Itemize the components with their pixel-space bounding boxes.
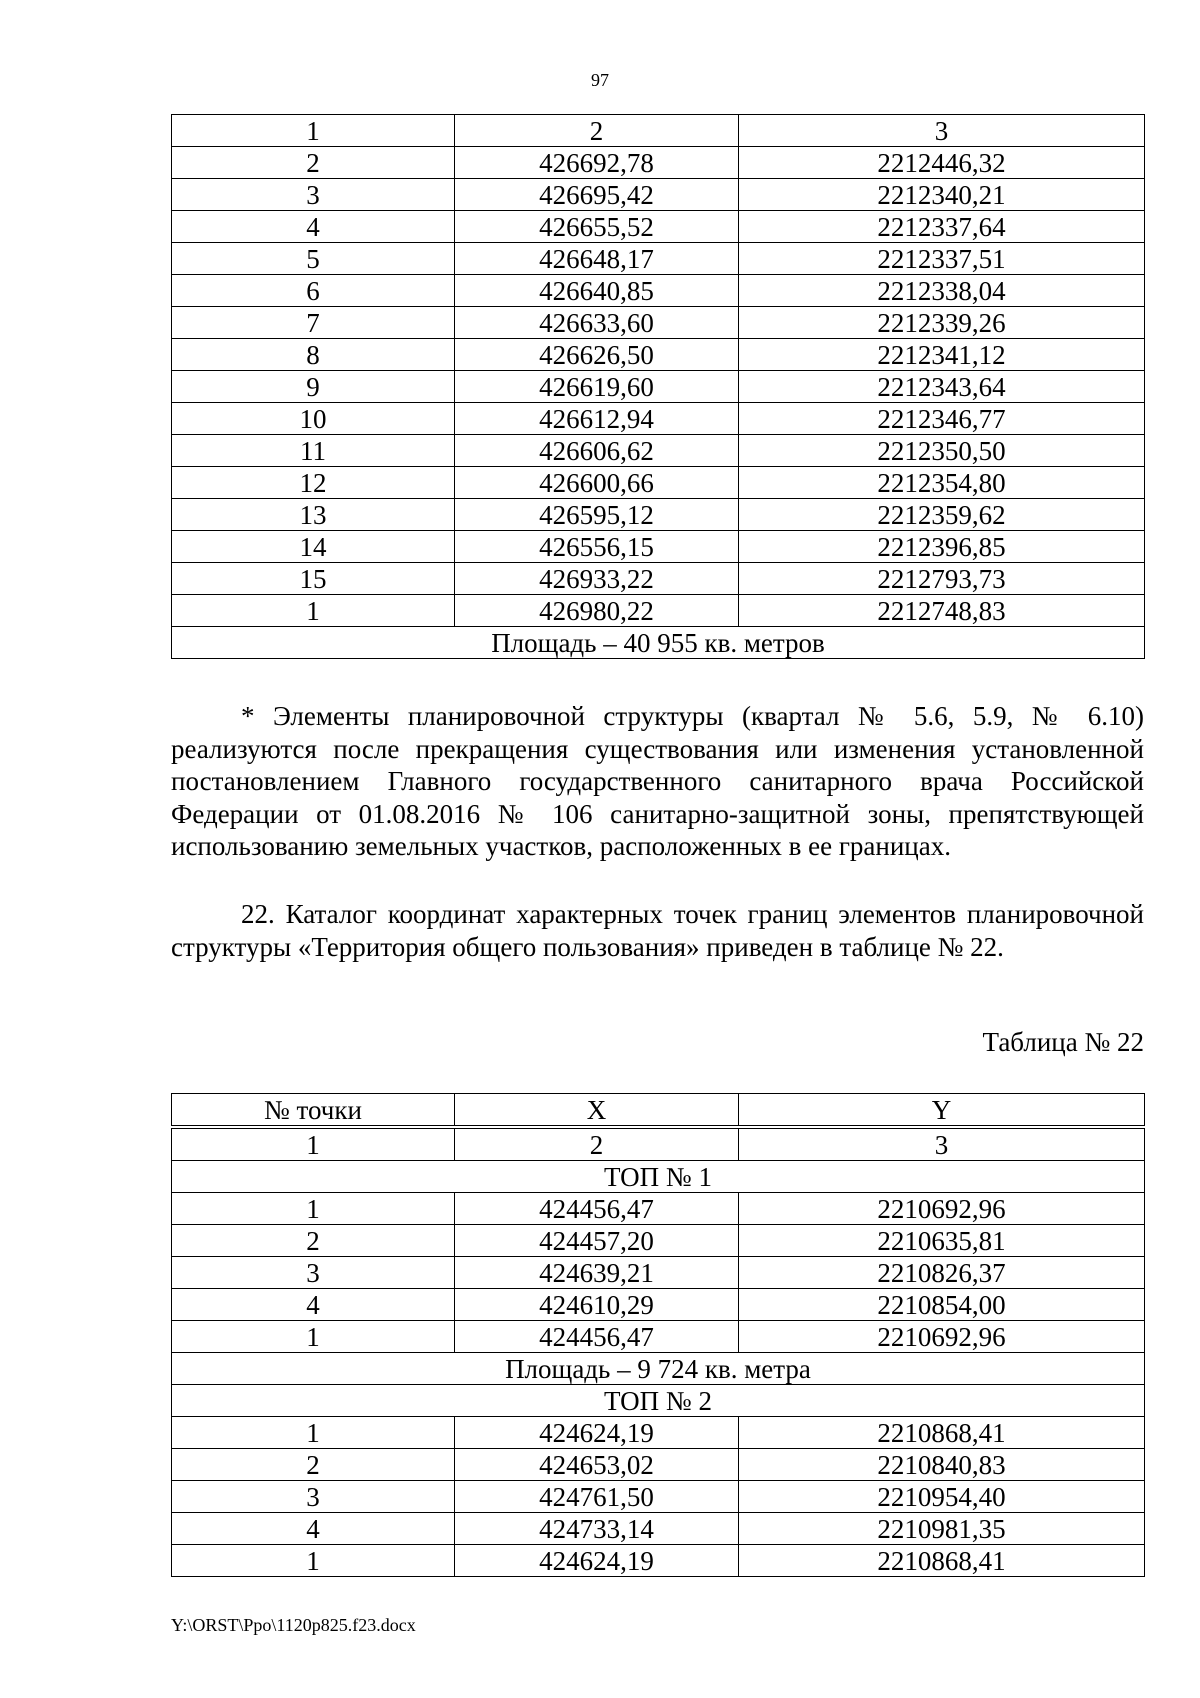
table-cell: 8 [172, 339, 455, 371]
table2-column-header-row [172, 1094, 1145, 1128]
table-cell: 426612,94 [455, 403, 739, 435]
note-text: * Элементы планировочной структуры (квартал № 5.6, 5.9, № 6.10) реализуются после прекращения существования или изменения установленной постановлением Главного государственного санитарного врача Российской Федерации от 01.08.2016 № 106 санитарно-защитной зоны, препятствующей использованию земельных участков, расположенных в ее границах. [171, 701, 1144, 861]
table-row [172, 595, 1145, 627]
table1-body [172, 115, 1145, 659]
table-row [172, 403, 1145, 435]
column-header-x: X [455, 1094, 739, 1128]
table-cell: 2210826,37 [739, 1257, 1145, 1289]
table-row [172, 1257, 1145, 1289]
table-cell: 2212337,64 [739, 211, 1145, 243]
table1-header-cell: 1 [172, 115, 455, 147]
table-cell: 2210692,96 [739, 1193, 1145, 1225]
table-cell: 4 [172, 211, 455, 243]
table-row [172, 1545, 1145, 1577]
table-cell: 426619,60 [455, 371, 739, 403]
table-cell: 2210868,41 [739, 1417, 1145, 1449]
table-cell: 7 [172, 307, 455, 339]
table-cell: 2210840,83 [739, 1449, 1145, 1481]
table-cell: 2212396,85 [739, 531, 1145, 563]
column-header-y: Y [739, 1094, 1145, 1128]
table-cell: 1 [172, 1193, 455, 1225]
table-row [172, 563, 1145, 595]
table-cell: 424624,19 [455, 1417, 739, 1449]
table-cell: 2212350,50 [739, 435, 1145, 467]
table-cell: 424653,02 [455, 1449, 739, 1481]
table-cell: 426640,85 [455, 275, 739, 307]
table-cell: 2212343,64 [739, 371, 1145, 403]
table-cell: 1 [172, 1417, 455, 1449]
page-number: 97 [591, 70, 609, 90]
table-cell: 2210981,35 [739, 1513, 1145, 1545]
table-cell: 2 [172, 1449, 455, 1481]
table-cell: 2212338,04 [739, 275, 1145, 307]
table-cell: 11 [172, 435, 455, 467]
table-cell: 426933,22 [455, 563, 739, 595]
table-cell: 3 [172, 1257, 455, 1289]
table-cell: 3 [172, 179, 455, 211]
table-cell: 426556,15 [455, 531, 739, 563]
table-cell: 1 [172, 1321, 455, 1353]
table-cell: 2210954,40 [739, 1481, 1145, 1513]
table-cell: 6 [172, 275, 455, 307]
table-cell: 4 [172, 1513, 455, 1545]
column-number: 2 [455, 1127, 739, 1161]
table-cell: 2 [172, 147, 455, 179]
column-number: 3 [739, 1127, 1145, 1161]
column-number: 1 [172, 1127, 455, 1161]
table-cell: 2210692,96 [739, 1321, 1145, 1353]
file-path-footer: Y:\ORST\Ppo\1120p825.f23.docx [171, 1615, 416, 1635]
table-row [172, 275, 1145, 307]
table-row [172, 1417, 1145, 1449]
table-cell: 426648,17 [455, 243, 739, 275]
table-cell: 2212359,62 [739, 499, 1145, 531]
item-22-text: 22. Каталог координат характерных точек границ элементов планировочной структуры «Территория общего пользования» приведен в таблице № 22. [171, 899, 1144, 962]
table-cell: 424639,21 [455, 1257, 739, 1289]
area-row-cell: Площадь – 40 955 кв. метров [172, 627, 1145, 659]
table-row [172, 435, 1145, 467]
table-cell: 2212346,77 [739, 403, 1145, 435]
table-cell: 12 [172, 467, 455, 499]
item-22-paragraph [171, 898, 1144, 963]
table-cell: 5 [172, 243, 455, 275]
table-cell: 2212748,83 [739, 595, 1145, 627]
table-cell: 424761,50 [455, 1481, 739, 1513]
table-cell: 426692,78 [455, 147, 739, 179]
table-cell: 426980,22 [455, 595, 739, 627]
table-row [172, 467, 1145, 499]
table-caption: Таблица № 22 [982, 1027, 1144, 1057]
table-row [172, 1225, 1145, 1257]
table-row [172, 147, 1145, 179]
table-row [172, 499, 1145, 531]
table-cell: 426695,42 [455, 179, 739, 211]
table-row [172, 1481, 1145, 1513]
table-cell: 2212337,51 [739, 243, 1145, 275]
table-cell: 424456,47 [455, 1321, 739, 1353]
table-cell: 4 [172, 1289, 455, 1321]
table-cell: 13 [172, 499, 455, 531]
table-cell: 2212339,26 [739, 307, 1145, 339]
table-cell: 2212341,12 [739, 339, 1145, 371]
table-row [172, 1449, 1145, 1481]
section-title-row-cell: ТОП № 2 [172, 1385, 1145, 1417]
section-title-row [172, 1385, 1145, 1417]
table-row [172, 339, 1145, 371]
table-cell: 426626,50 [455, 339, 739, 371]
table-cell: 2212446,32 [739, 147, 1145, 179]
area-row-cell: Площадь – 9 724 кв. метра [172, 1353, 1145, 1385]
table-cell: 14 [172, 531, 455, 563]
note-paragraph [171, 700, 1144, 863]
table-cell: 424456,47 [455, 1193, 739, 1225]
table-cell: 426595,12 [455, 499, 739, 531]
table-cell: 426606,62 [455, 435, 739, 467]
column-header-point: № точки [172, 1094, 455, 1128]
table-cell: 10 [172, 403, 455, 435]
table1-number-row [172, 115, 1145, 147]
table-row [172, 243, 1145, 275]
table-cell: 426655,52 [455, 211, 739, 243]
table1-header-cell: 3 [739, 115, 1145, 147]
table-cell: 424624,19 [455, 1545, 739, 1577]
table-cell: 2 [172, 1225, 455, 1257]
table2-number-row [172, 1127, 1145, 1161]
table-row [172, 371, 1145, 403]
coordinates-table-continued [171, 114, 1145, 659]
table-cell: 15 [172, 563, 455, 595]
table-cell: 424457,20 [455, 1225, 739, 1257]
table-row [172, 1513, 1145, 1545]
table-cell: 424733,14 [455, 1513, 739, 1545]
table-cell: 2212340,21 [739, 179, 1145, 211]
table-cell: 2210635,81 [739, 1225, 1145, 1257]
table-cell: 426633,60 [455, 307, 739, 339]
table-cell: 1 [172, 595, 455, 627]
coordinates-table-22 [171, 1093, 1145, 1577]
table2-body [172, 1094, 1145, 1577]
table-cell: 424610,29 [455, 1289, 739, 1321]
table-cell: 2210854,00 [739, 1289, 1145, 1321]
table-row [172, 1193, 1145, 1225]
table-row [172, 179, 1145, 211]
section-title-row-cell: ТОП № 1 [172, 1161, 1145, 1193]
table-cell: 2212793,73 [739, 563, 1145, 595]
section-title-row [172, 1161, 1145, 1193]
table-cell: 1 [172, 1545, 455, 1577]
table-row [172, 1289, 1145, 1321]
table-row [172, 211, 1145, 243]
table-row [172, 307, 1145, 339]
table1-header-cell: 2 [455, 115, 739, 147]
area-row [172, 1353, 1145, 1385]
table-cell: 3 [172, 1481, 455, 1513]
table-cell: 426600,66 [455, 467, 739, 499]
table-row [172, 531, 1145, 563]
table-cell: 9 [172, 371, 455, 403]
area-row [172, 627, 1145, 659]
table-row [172, 1321, 1145, 1353]
table-cell: 2212354,80 [739, 467, 1145, 499]
table-cell: 2210868,41 [739, 1545, 1145, 1577]
